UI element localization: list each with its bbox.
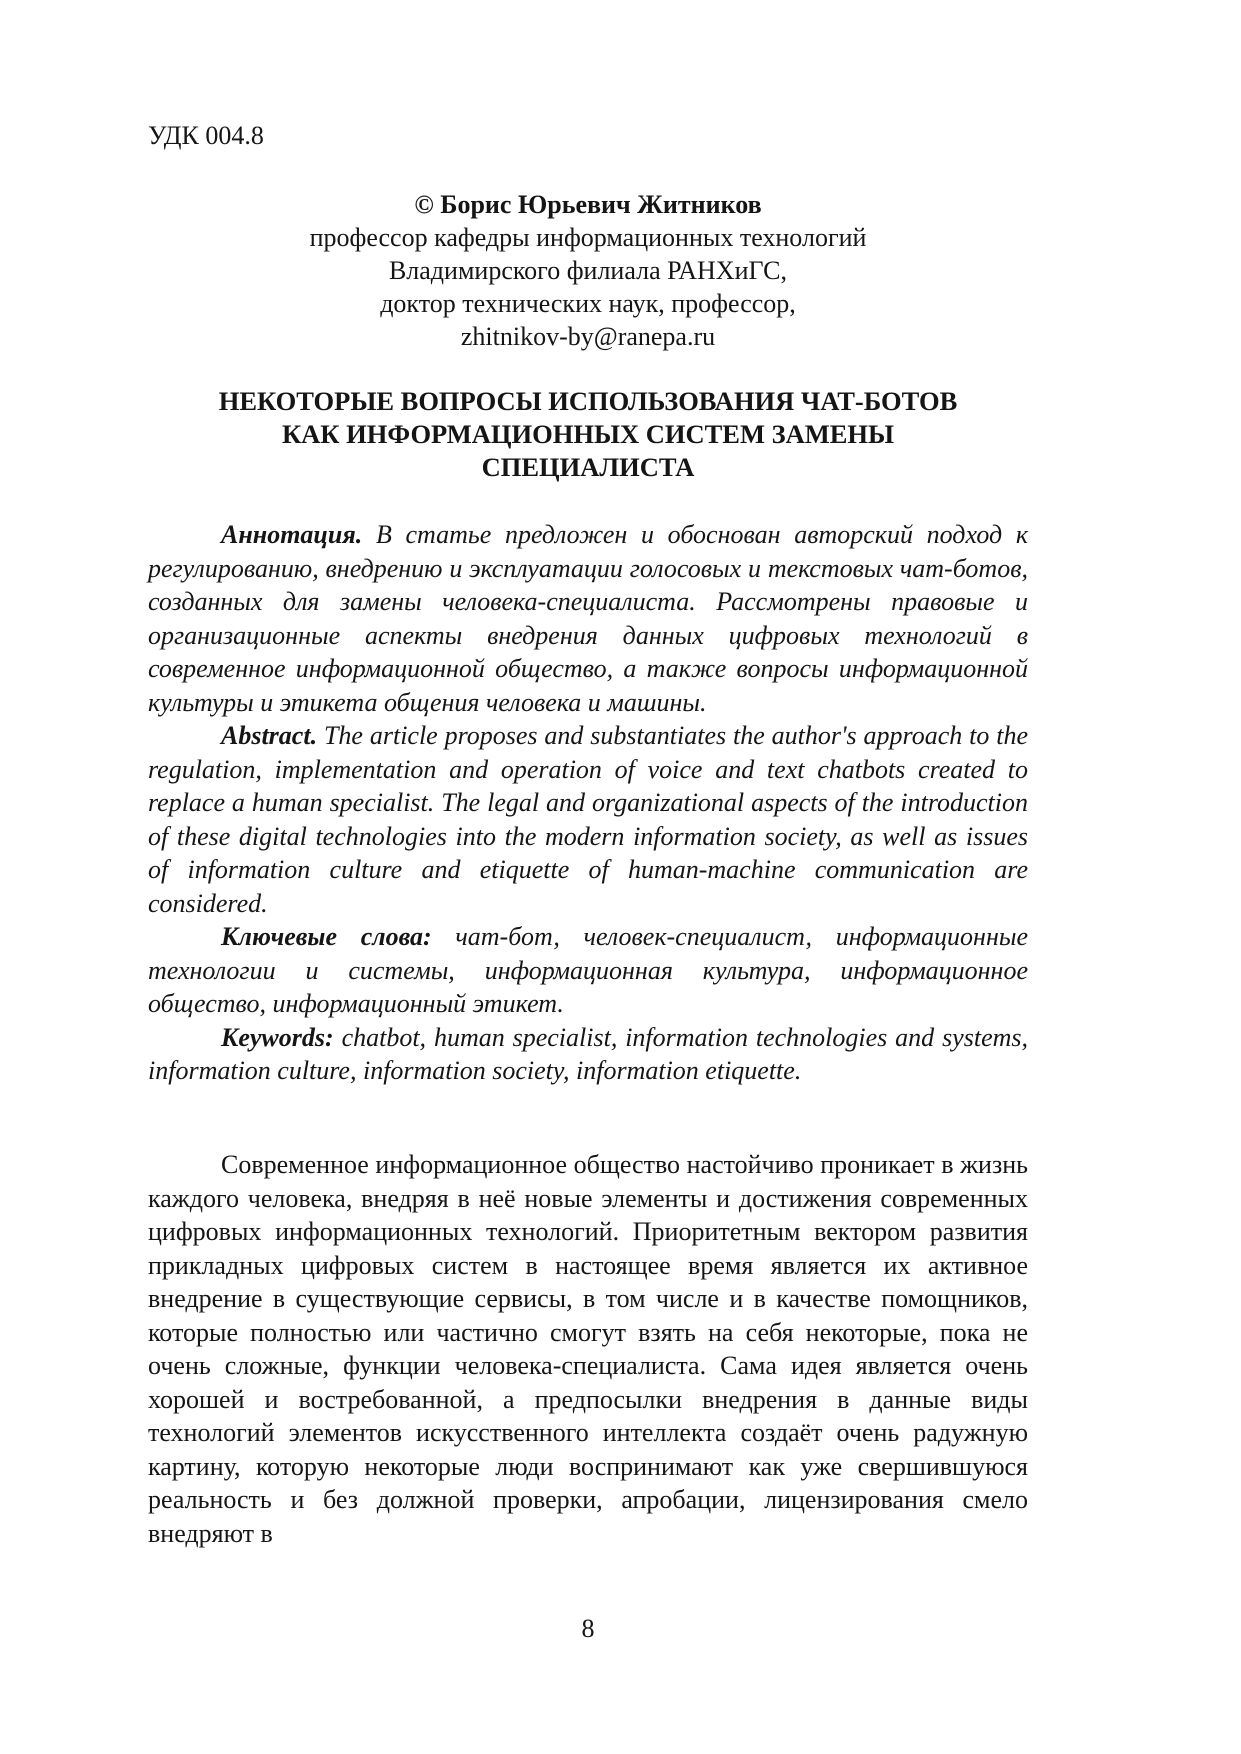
abstract-paragraph <box>148 719 1028 920</box>
keywords-ru-paragraph <box>148 920 1028 1021</box>
keywords-en-text: chatbot, human specialist, information technologies and systems, information culture, information society, information etiquette. <box>148 1022 1029 1085</box>
author-affiliation: Владимирского филиала РАНХиГС, <box>388 256 788 285</box>
keywords-en-label: Keywords: <box>221 1022 334 1052</box>
page-number: 8 <box>581 1614 595 1643</box>
keywords-ru-label: Ключевые слова: <box>221 922 432 951</box>
title-line-1: НЕКОТОРЫЕ ВОПРОСЫ ИСПОЛЬЗОВАНИЯ ЧАТ-БОТОВ <box>218 386 958 416</box>
author-block <box>148 188 1028 353</box>
annotation-label: Аннотация. <box>221 520 363 549</box>
title-line-3: СПЕЦИАЛИСТА <box>481 452 695 482</box>
udk-code: УДК 004.8 <box>148 121 264 150</box>
article-title <box>148 385 1028 484</box>
keywords-ru-text: чат-бот, человек-специалист, информационные технологии и системы, информационная культура, информационное общество, информационный этикет. <box>148 922 1028 1018</box>
author-degree: доктор технических наук, профессор, <box>380 289 796 318</box>
author-name: © Борис Юрьевич Житников <box>414 190 762 219</box>
author-position: профессор кафедры информационных технологий <box>309 223 867 252</box>
body-text <box>148 1148 1028 1550</box>
title-line-2: КАК ИНФОРМАЦИОННЫХ СИСТЕМ ЗАМЕНЫ <box>281 419 895 449</box>
annotation-text: В статье предложен и обоснован авторский подход к регулированию, внедрению и эксплуатации голосовых и текстовых чат-ботов, созданных для замены человека-специалиста. Рассмотрены правовые и организационные аспекты внедрения данных цифровых технологий в современное информационной общество, а также вопросы информационной культуры и этикета общения человека и машины. <box>148 520 1028 717</box>
abstract-block <box>148 518 1028 1088</box>
keywords-en-paragraph <box>148 1021 1028 1088</box>
abstract-label: Abstract. <box>221 721 318 750</box>
author-email: zhitnikov-by@ranepa.ru <box>460 322 716 351</box>
body-paragraph: Современное информационное общество настойчиво проникает в жизнь каждого человека, внедряя в неё новые элементы и достижения современных цифровых информационных технологий. Приоритетным вектором развития прикладных цифровых систем в настоящее время является их активное внедрение в существующие сервисы, в том числе и в качестве помощников, которые полностью или частично смогут взять на себя некоторые, пока не очень сложные, функции человека-специалиста. Сама идея является очень хорошей и востребованной, а предпосылки внедрения в данные виды технологий элементов искусственного интеллекта создаёт очень радужную картину, которую некоторые люди воспринимают как уже свершившуюся реальность и без должной проверки, апробации, лицензирования смело внедряют в <box>148 1150 1028 1548</box>
abstract-text: The article proposes and substantiates the author's approach to the regulation, implementation and operation of voice and text chatbots created to replace a human specialist. The legal and organizational aspects of the introduction of these digital technologies into the modern information society, as well as issues of information culture and etiquette of human-machine communication are considered. <box>148 721 1028 918</box>
annotation-paragraph <box>148 518 1028 719</box>
